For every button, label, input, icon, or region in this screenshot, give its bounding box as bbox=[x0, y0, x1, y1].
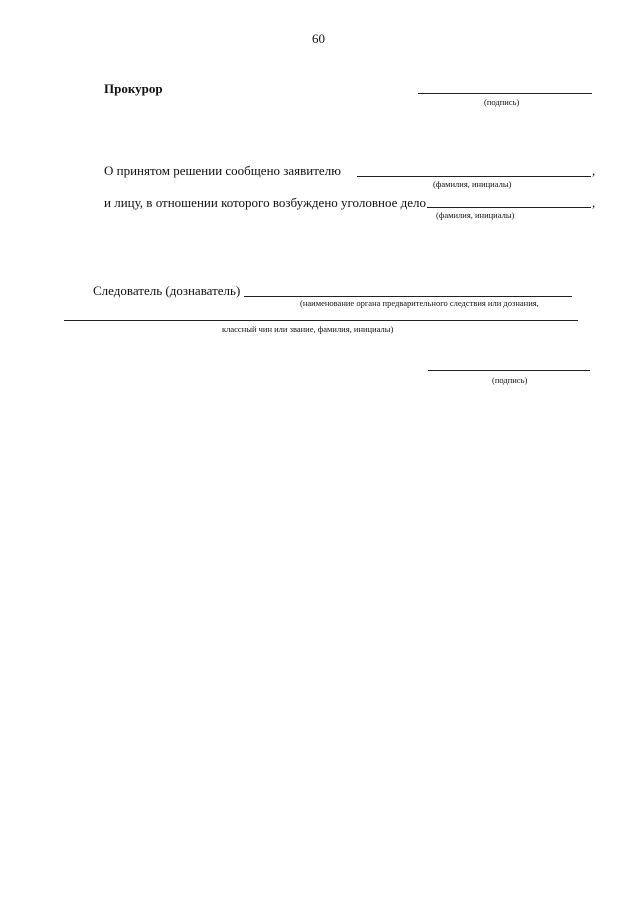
applicant-name-hint: (фамилия, инициалы) bbox=[433, 179, 512, 189]
prosecutor-signature-hint: (подпись) bbox=[484, 97, 520, 107]
applicant-comma: , bbox=[592, 163, 596, 178]
investigator-signature-hint: (подпись) bbox=[492, 375, 528, 385]
prosecutor-signature-line bbox=[418, 93, 592, 94]
investigator-rank-line bbox=[64, 320, 578, 321]
person-name-line bbox=[427, 207, 591, 208]
investigator-signature-line bbox=[428, 370, 590, 371]
person-name-hint: (фамилия, инициалы) bbox=[436, 210, 515, 220]
applicant-name-line bbox=[357, 176, 591, 177]
investigator-label: Следователь (дознаватель) bbox=[93, 283, 241, 298]
prosecutor-label: Прокурор bbox=[104, 81, 163, 96]
person-notice-text: и лицу, в отношении которого возбуждено уголовное дело bbox=[104, 195, 426, 210]
investigator-organ-line bbox=[244, 296, 572, 297]
investigator-rank-hint: классный чин или звание, фамилия, инициалы) bbox=[222, 324, 394, 334]
investigator-organ-hint: (наименование органа предварительного следствия или дознания, bbox=[300, 298, 539, 308]
applicant-notice-text: О принятом решении сообщено заявителю bbox=[104, 163, 341, 178]
page-number: 60 bbox=[312, 31, 325, 46]
person-comma: , bbox=[592, 195, 596, 210]
